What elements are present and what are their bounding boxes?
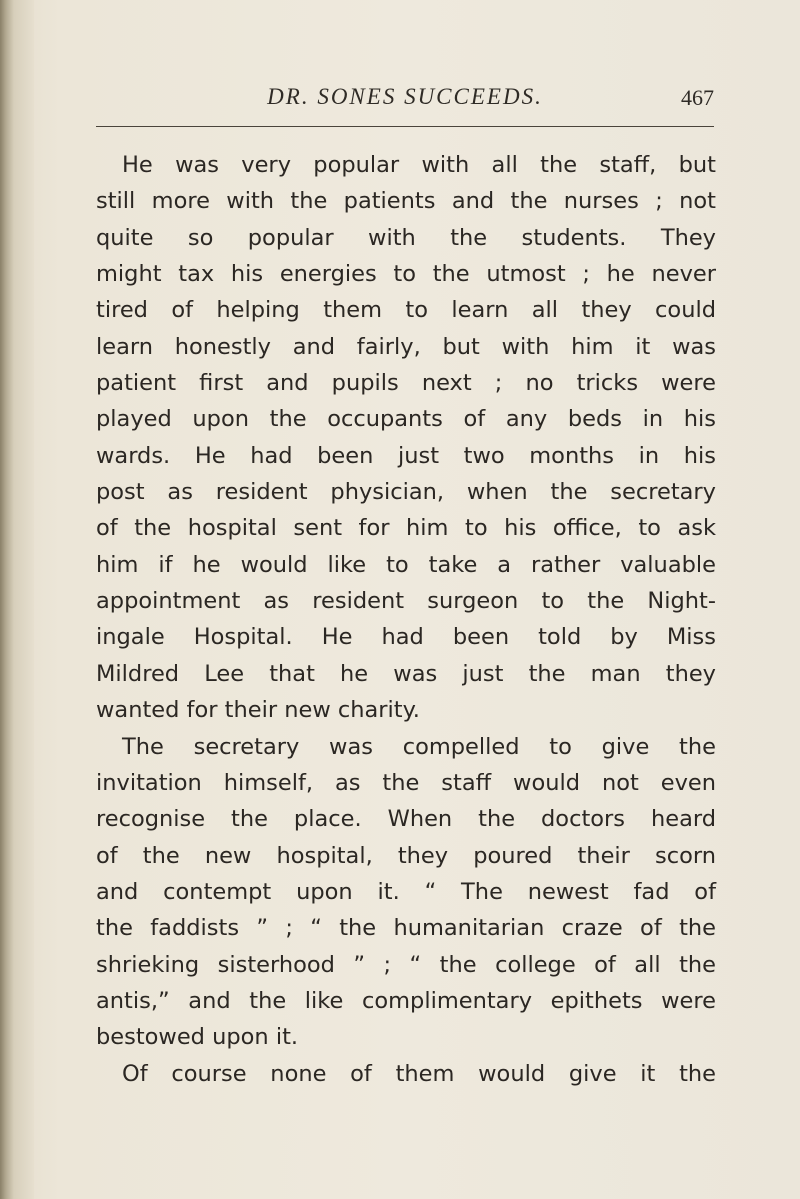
text-line: quite so popular with the students. They [96,224,716,251]
text-line: and contempt upon it. “ The newest fad of [96,878,716,905]
page-number: 467 [681,85,714,110]
text-line: He was very popular with all the staff, but [122,152,716,178]
text-line: bestowed upon it. [96,1024,299,1051]
text-line: Of course none of them would give it the [122,1060,716,1087]
text-line: tired of helping them to learn all they could [96,297,716,324]
header-rule [96,126,714,127]
binding-edge [0,0,34,1199]
text-line: wards. He had been just two months in his [96,442,716,469]
body-text [96,147,716,1092]
text-line: patient first and pupils next ; no tricks were [96,370,716,397]
text-line: still more with the patients and the nurses ; not [96,188,716,215]
text-line: might tax his energies to the utmost ; he never [96,261,716,288]
text-line: recognise the place. When the doctors heard [96,806,716,833]
page-header [96,84,714,124]
text-line: antis,” and the like complimentary epithets were [96,987,716,1014]
text-line: The secretary was compelled to give the [122,733,716,760]
text-line: of the new hospital, they poured their scorn [96,842,716,869]
text-line: him if he would like to take a rather valuable [96,551,716,578]
text-line: of the hospital sent for him to his office, to ask [96,515,716,542]
text-line: the faddists ” ; “ the humanitarian craze of the [96,915,716,942]
text-line: wanted for their new charity. [96,697,420,724]
text-line: Mildred Lee that he was just the man they [96,660,716,687]
text-line: ingale Hospital. He had been told by Miss [96,624,716,651]
text-line: appointment as resident surgeon to the Night- [96,588,716,615]
text-line: learn honestly and fairly, but with him it was [96,333,716,360]
text-line: invitation himself, as the staff would not even [96,769,716,796]
text-line: post as resident physician, when the secretary [96,479,716,506]
text-line: shrieking sisterhood ” ; “ the college of all the [96,951,716,978]
text-line: played upon the occupants of any beds in his [96,406,716,433]
running-head: DR. SONES SUCCEEDS. [267,84,543,109]
